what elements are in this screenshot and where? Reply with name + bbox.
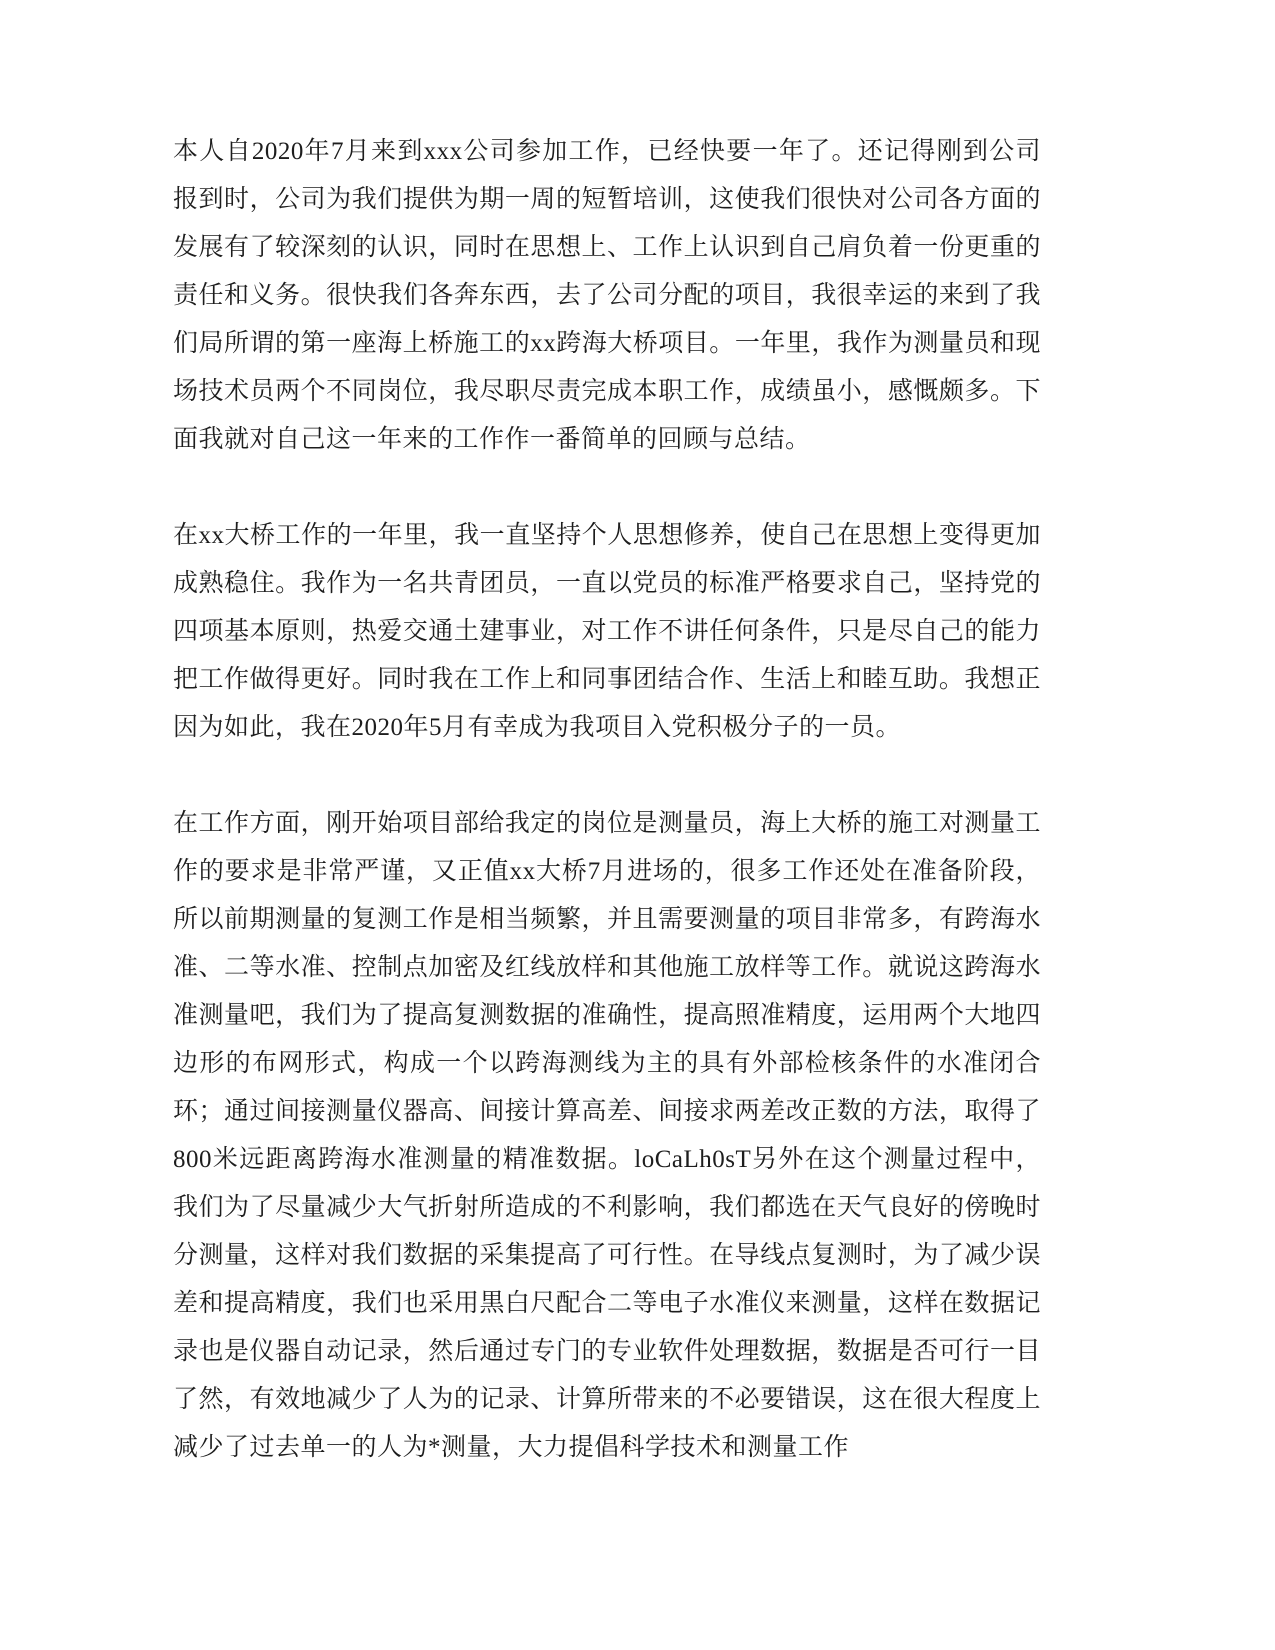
paragraph-work: 在工作方面，刚开始项目部给我定的岗位是测量员，海上大桥的施工对测量工作的要求是非常严谨，又正值xx大桥7月进场的，很多工作还处在准备阶段，所以前期测量的复测工作是相当频繁，并且需要测量的项目非常多，有跨海水准、二等水准、控制点加密及红线放样和其他施工放样等工作。就说这跨海水准测量吧，我们为了提高复测数据的准确性，提高照准精度，运用两个大地四边形的布网形式，构成一个以跨海测线为主的具有外部检核条件的水准闭合环；通过间接测量仪器高、间接计算高差、间接求两差改正数的方法，取得了800米远距离跨海水准测量的精准数据。loCaLh0sT另外在这个测量过程中，我们为了尽量减少大气折射所造成的不利影响，我们都选在天气良好的傍晚时分测量，这样对我们数据的采集提高了可行性。在导线点复测时，为了减少误差和提高精度，我们也采用黒白尺配合二等电子水准仪来测量，这样在数据记录也是仪器自动记录，然后通过专门的专业软件处理数据，数据是否可行一目了然，有效地减少了人为的记录、计算所带来的不必要错误，这在很大程度上减少了过去单一的人为*测量，大力提倡科学技术和测量工作 <box>173 810 1041 1461</box>
paragraph-ideology: 在xx大桥工作的一年里，我一直坚持个人思想修养，使自己在思想上变得更加成熟稳住。我作为一名共青团员，一直以党员的标准严格要求自己，坚持党的四项基本原则，热爱交通土建事业，对工作不讲任何条件，只是尽自己的能力把工作做得更好。同时我在工作上和同事团结合作、生活上和睦互助。我想正因为如此，我在2020年5月有幸成为我项目入党积极分子的一员。 <box>173 522 1041 741</box>
document-page <box>173 128 1041 1472</box>
paragraph-intro: 本人自2020年7月来到xxx公司参加工作，已经快要一年了。还记得刚到公司报到时，公司为我们提供为期一周的短暂培训，这使我们很快对公司各方面的发展有了较深刻的认识，同时在思想上、工作上认识到自己肩负着一份更重的责任和义务。很快我们各奔东西，去了公司分配的项目，我很幸运的来到了我们局所谓的第一座海上桥施工的xx跨海大桥项目。一年里，我作为测量员和现场技术员两个不同岗位，我尽职尽责完成本职工作，成绩虽小，感慨颇多。下面我就对自己这一年来的工作作一番简单的回顾与总结。 <box>173 138 1041 453</box>
